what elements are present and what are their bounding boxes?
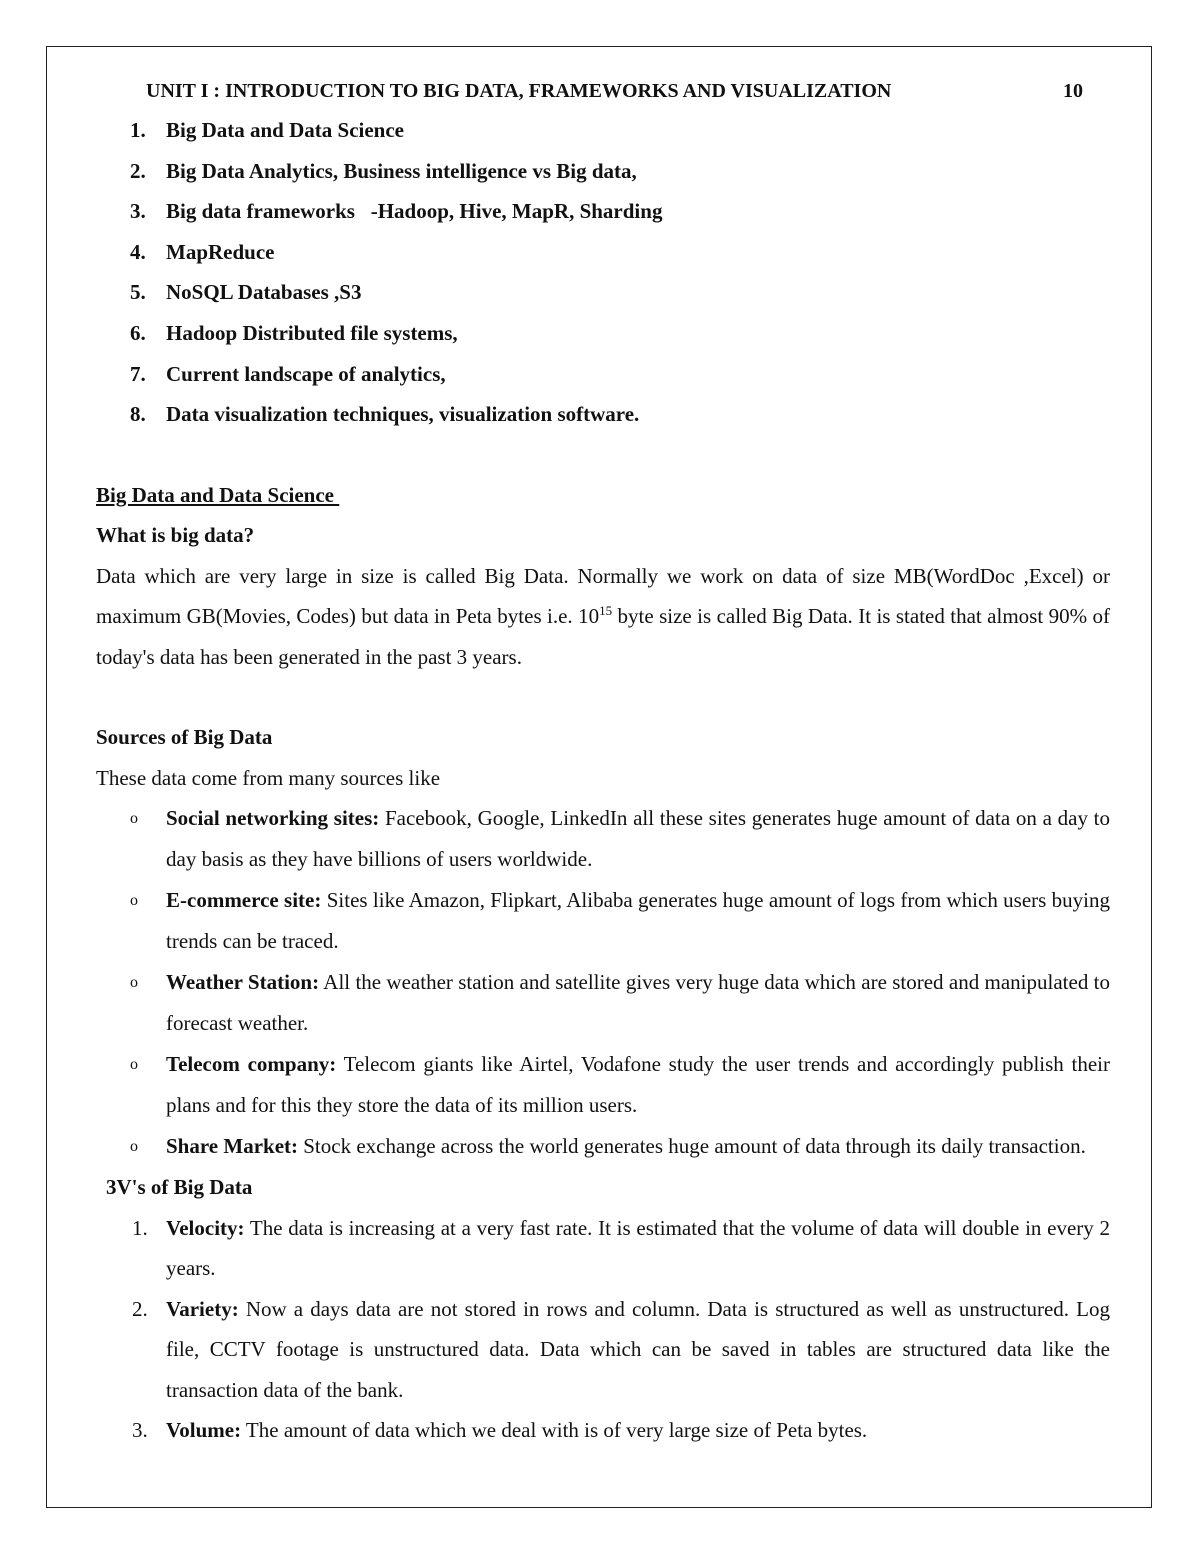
topic-text: Data visualization techniques, visualization software. [166, 402, 640, 427]
topic-number: 3. [130, 199, 146, 224]
sources-intro: These data come from many sources like [96, 765, 441, 790]
topic-number: 4. [130, 239, 146, 264]
topic-text: Current landscape of analytics, [166, 361, 446, 386]
source-label: Telecom company: [166, 1052, 337, 1077]
source-label: E-commerce site: [166, 888, 322, 913]
sources-list [96, 798, 1110, 1167]
sources-heading: Sources of Big Data [96, 725, 273, 750]
source-item [96, 1044, 1110, 1126]
source-label: Share Market: [166, 1134, 298, 1159]
v-item [96, 1410, 1110, 1451]
three-vs-heading: 3V's of Big Data [106, 1175, 253, 1200]
v-label: Variety: [166, 1296, 239, 1321]
topic-number: 5. [130, 280, 146, 305]
unit-hours: 10 [1063, 80, 1083, 102]
topic-item [96, 110, 1110, 151]
topic-text: Big Data Analytics, Business intelligence vs Big data, [166, 158, 637, 183]
source-label: Weather Station: [166, 970, 320, 995]
spacer [96, 677, 1110, 717]
topic-number: 2. [130, 158, 146, 183]
topic-list [96, 110, 1110, 435]
section-heading-big-data-science: Big Data and Data Science [96, 482, 340, 507]
document-content [96, 72, 1110, 1451]
source-text: Facebook, Google, LinkedIn all these sites generates huge amount of data on a day to day basis as they have billions of users worldwide. [166, 806, 1110, 872]
bullet-marker: o [130, 1138, 138, 1156]
topic-number: 7. [130, 361, 146, 386]
bullet-marker: o [130, 810, 138, 828]
three-vs-list [96, 1208, 1110, 1451]
v-label: Velocity: [166, 1215, 245, 1240]
topic-number: 8. [130, 402, 146, 427]
v-text: The amount of data which we deal with is of very large size of Peta bytes. [241, 1418, 868, 1443]
source-text: Sites like Amazon, Flipkart, Alibaba generates huge amount of logs from which users buying trends can be traced. [166, 888, 1111, 954]
v-item [96, 1208, 1110, 1289]
topic-item [96, 232, 1110, 273]
question-heading: What is big data? [96, 523, 255, 548]
topic-number: 6. [130, 320, 146, 345]
topic-text: Big data frameworks -Hadoop, Hive, MapR, Sharding [166, 199, 663, 224]
bullet-marker: o [130, 1056, 138, 1074]
topic-item [96, 272, 1110, 313]
source-item [96, 880, 1110, 962]
source-text: All the weather station and satellite gives very huge data which are stored and manipulated to forecast weather. [166, 970, 1110, 1036]
v-number: 1. [132, 1215, 148, 1240]
topic-item [96, 313, 1110, 354]
v-item [96, 1289, 1110, 1411]
spacer [96, 435, 1110, 475]
topic-item [96, 191, 1110, 232]
topic-item [96, 151, 1110, 192]
topic-text: MapReduce [166, 239, 275, 264]
source-label: Social networking sites: [166, 806, 380, 831]
topic-text: NoSQL Databases ,S3 [166, 280, 362, 305]
topic-item [96, 394, 1110, 435]
source-text: Telecom giants like Airtel, Vodafone study the user trends and accordingly publish their plans and for this they store the data of its million users. [166, 1052, 1110, 1118]
source-text: Stock exchange across the world generates huge amount of data through its daily transaction. [298, 1134, 1086, 1159]
definition-part-2: byte size is called Big Data. It is stated that almost 90% of today's data has been generated in the past 3 years. [96, 604, 1110, 669]
v-text: The data is increasing at a very fast rate. It is estimated that the volume of data will double in every 2 years. [166, 1215, 1110, 1281]
topic-item [96, 354, 1110, 395]
big-data-definition [96, 556, 1110, 678]
bullet-marker: o [130, 974, 138, 992]
source-item [96, 1126, 1110, 1167]
source-item [96, 798, 1110, 880]
topic-number: 1. [130, 118, 146, 142]
v-text: Now a days data are not stored in rows and column. Data is structured as well as unstructured. Log file, CCTV footage is unstructured data. Data which can be saved in tables are structured data like the transaction data of the bank. [166, 1296, 1110, 1402]
topic-text: Hadoop Distributed file systems, [166, 320, 458, 345]
v-label: Volume: [166, 1418, 242, 1443]
v-number: 3. [132, 1418, 148, 1443]
unit-header [96, 72, 1110, 110]
bullet-marker: o [130, 892, 138, 910]
exponent: 15 [599, 603, 613, 619]
definition-part-1: Data which are very large in size is called Big Data. Normally we work on data of size MB(WordDoc ,Excel) or maximum GB(Movies, Codes) but data in Peta bytes i.e. 10 [96, 563, 1110, 629]
v-number: 2. [132, 1296, 148, 1321]
topic-text: Big Data and Data Science [166, 118, 404, 142]
unit-title: UNIT I : INTRODUCTION TO BIG DATA, FRAMEWORKS AND VISUALIZATION [146, 80, 892, 102]
source-item [96, 962, 1110, 1044]
